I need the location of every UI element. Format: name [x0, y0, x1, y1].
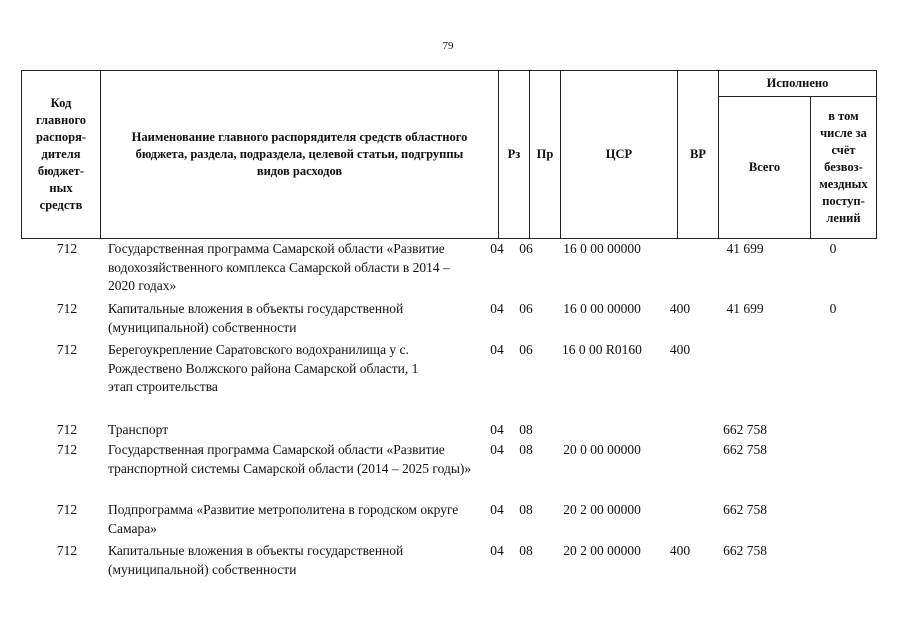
table-row — [0, 441, 905, 497]
row-csr: 16 0 00 00000 — [563, 301, 641, 316]
header-csr — [561, 71, 678, 238]
row-name: Транспорт — [108, 422, 169, 437]
row-vr: 400 — [669, 301, 691, 316]
header-executed-label: Исполнено — [766, 76, 829, 90]
row-rz: 04 — [490, 543, 504, 558]
header-name-label: Наименование главного распорядителя средств областного бюджета, раздела, подраздела, целевой статьи, подгруппы видов расходов — [131, 130, 468, 178]
row-rz: 04 — [490, 342, 504, 357]
row-code: 712 — [56, 241, 78, 256]
row-pr: 08 — [519, 442, 533, 457]
row-csr: 16 0 00 00000 — [563, 241, 641, 256]
row-csr: 20 2 00 00000 — [563, 543, 641, 558]
row-name: Капитальные вложения в объекты государственной (муниципальной) собственности — [108, 301, 404, 335]
table-row — [0, 501, 905, 539]
table-header — [21, 70, 877, 239]
row-pr: 08 — [519, 543, 533, 558]
header-executed — [719, 71, 876, 96]
row-code: 712 — [56, 342, 78, 357]
row-pr: 06 — [519, 241, 533, 256]
row-rz: 04 — [490, 422, 504, 437]
header-code-label: Код главного распоря-дителя бюджет-ных средств — [35, 96, 87, 212]
row-free: 0 — [829, 301, 837, 316]
row-vr: 400 — [669, 543, 691, 558]
header-pr-label: Пр — [536, 147, 554, 161]
row-pr: 06 — [519, 301, 533, 316]
page-number: 79 — [442, 40, 454, 52]
table-row — [0, 240, 905, 296]
row-total: 662 758 — [723, 422, 767, 437]
row-name: Подпрограмма «Развитие метрополитена в городском округе Самара» — [108, 502, 459, 536]
row-code: 712 — [56, 543, 78, 558]
row-code: 712 — [56, 422, 78, 437]
row-free: 0 — [829, 241, 837, 256]
row-code: 712 — [56, 502, 78, 517]
table-row — [0, 341, 905, 397]
row-rz: 04 — [490, 241, 504, 256]
row-rz: 04 — [490, 442, 504, 457]
row-total: 41 699 — [726, 241, 764, 256]
row-csr: 20 0 00 00000 — [563, 442, 641, 457]
header-code — [22, 71, 101, 238]
row-vr: 400 — [669, 342, 691, 357]
row-name: Капитальные вложения в объекты государственной (муниципальной) собственности — [108, 543, 404, 577]
row-total: 41 699 — [726, 301, 764, 316]
table-row — [0, 542, 905, 580]
row-total: 662 758 — [723, 502, 767, 517]
header-csr-label: ЦСР — [605, 147, 633, 161]
header-free — [811, 97, 876, 238]
row-total: 662 758 — [723, 543, 767, 558]
row-csr: 20 2 00 00000 — [563, 502, 641, 517]
header-vr — [678, 71, 719, 238]
row-rz: 04 — [490, 301, 504, 316]
row-name: Государственная программа Самарской области «Развитие транспортной системы Самарской области (2014 – 2025 годы)» — [108, 442, 472, 476]
header-free-label: в том числе за счёт безвоз-мездных поступ-лений — [819, 109, 868, 225]
row-pr: 06 — [519, 342, 533, 357]
row-rz: 04 — [490, 502, 504, 517]
header-rz — [499, 71, 530, 238]
row-code: 712 — [56, 442, 78, 457]
header-name — [101, 71, 499, 238]
header-rz-label: Рз — [507, 147, 521, 161]
header-vr-label: ВР — [690, 147, 706, 161]
row-name: Государственная программа Самарской области «Развитие водохозяйственного комплекса Самарской области в 2014 – 2020 годах» — [108, 241, 450, 293]
table-row — [0, 300, 905, 338]
row-pr: 08 — [519, 422, 533, 437]
table-row — [0, 421, 905, 440]
header-pr — [530, 71, 561, 238]
row-csr: 16 0 00 R0160 — [562, 342, 642, 357]
row-pr: 08 — [519, 502, 533, 517]
row-code: 712 — [56, 301, 78, 316]
row-name: Берегоукрепление Саратовского водохранилища у с. Рождествено Волжского района Самарской области, 1 этап строительства — [108, 342, 419, 394]
header-total — [719, 97, 811, 238]
row-total: 662 758 — [723, 442, 767, 457]
header-total-label: Всего — [748, 160, 781, 174]
